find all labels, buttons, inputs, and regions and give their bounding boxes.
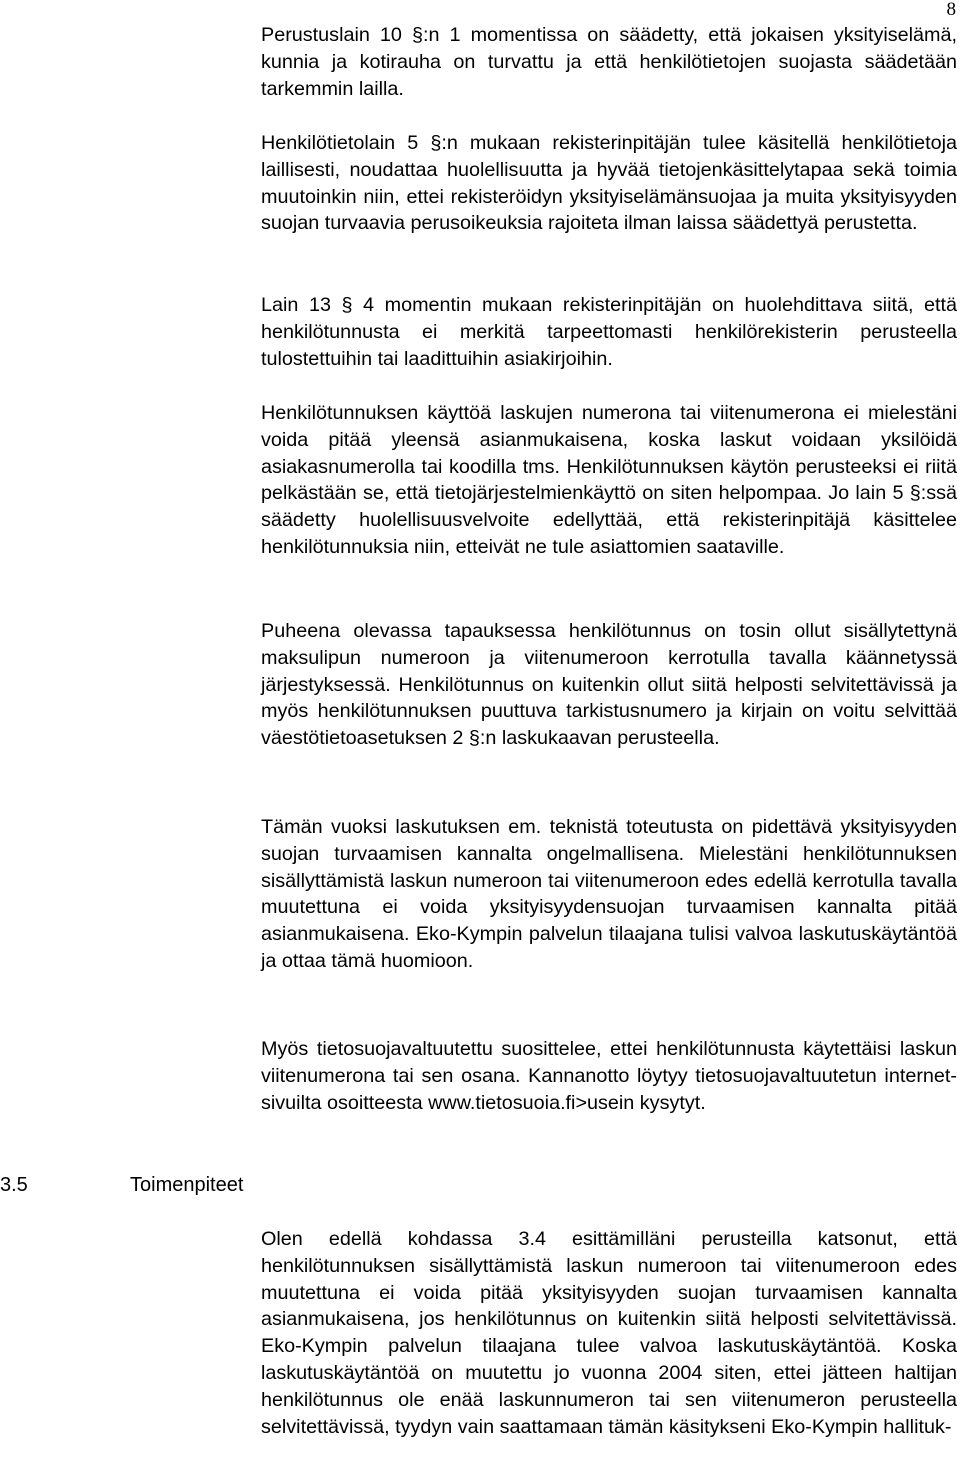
paragraph-constitution [261,22,957,102]
paragraph-text: Henkilötietolain 5 §:n mukaan rekisterinpitäjän tulee käsitellä henkilötietoja laillisesti, noudattaa huolellisuutta ja hyvää tietojenkäsittelytapaa sekä toimia muutoinkin niin, ettei rekisteröidyn yksityiselämänsuojaa ja muita yksityisyyden suojan turvaavia perusoikeuksia rajoiteta ilman laissa säädettyä perustetta. [261,132,957,235]
paragraph-id-number-use [261,400,957,561]
paragraph-text: Lain 13 § 4 momentin mukaan rekisterinpitäjän on huolehdittava siitä, että henkilötunnusta ei merkitä tarpeettomasti henkilörekisterin perusteella tulostettuihin tai laadittuihin asiakirjoihin. [261,294,957,370]
paragraph-text: Olen edellä kohdassa 3.4 esittämilläni perusteilla katsonut, että henkilötunnuksen sisällyttämistä laskun numeroon tai viitenumeroon edes muutettuna ei voida pitää yksityisyyden suojan turvaamisen kannalta asianmukaisena, jos henkilötunnus on kuitenkin siitä helposti selvitettävissä. Eko-Kympin palvelun tilaajana tulee valvoa laskutuskäytäntöä. Koska laskutuskäytäntöä on muutettu jo vuonna 2004 siten, ettei jätteen haltijan henkilötunnus ole enää laskunnumeron tai sen viitenumeron perusteella selvitettävissä, tyydyn vain saattamaan tämän käsitykseni Eko-Kympin hallituk- [261,1228,957,1438]
page-number: 8 [946,0,956,20]
paragraph-text: Perustuslain 10 §:n 1 momentissa on säädetty, että jokaisen yksityiselämä, kunnia ja kotirauha on turvattu ja että henkilötietojen suojasta säädetään tarkemmin lailla. [261,24,957,100]
paragraph-text: Myös tietosuojavaltuutettu suosittelee, ettei henkilötunnusta käytettäisi laskun viitenumerona tai sen osana. Kannanotto löytyy tietosuojavaltuutetun internet-sivuilta osoitteesta www.tietosuoia.fi>usein kysytyt. [261,1038,957,1114]
paragraph-conclusion [261,814,957,975]
paragraph-data-protection-ombudsman [261,1036,957,1116]
paragraph-text: Henkilötunnuksen käyttöä laskujen numerona tai viitenumerona ei mielestäni voida pitää yleensä asianmukaisena, koska laskut voidaan yksilöidä asiakasnumerolla tai koodilla tms. Henkilötunnuksen käytön perusteeksi ei riitä pelkästään se, että tietojärjestelmienkäyttö on siten helpompaa. Jo lain 5 §:ssä säädetty huolellisuusvelvoite edellyttää, että rekisterinpitäjä käsittelee henkilötunnuksia niin, etteivät ne tule asiattomien saataville. [261,402,957,558]
paragraph-text: Puheena olevassa tapauksessa henkilötunnus on tosin ollut sisällytettynä maksulipun numeroon ja viitenumeroon kerrotulla tavalla käännetyssä järjestyksessä. Henkilötunnus on kuitenkin ollut siitä helposti selvitettävissä ja myös henkilötunnuksen puuttuva tarkistusnumero ja kirjain on voitu selvittää väestötietoasetuksen 2 §:n laskukaavan perusteella. [261,620,957,750]
paragraph-text: Tämän vuoksi laskutuksen em. teknistä toteutusta on pidettävä yksityisyyden suojan turvaamisen kannalta ongelmallisena. Mielestäni henkilötunnuksen sisällyttämistä laskun numeroon tai viitenumeroon edes edellä kerrotulla tavalla muutettuna ei voida yksityisyydensuojan turvaamisen kannalta pitää asianmukaisena. Eko-Kympin palvelun tilaajana tulisi valvoa laskutuskäytäntöä ja ottaa tämä huomioon. [261,816,957,972]
section-number: 3.5 [0,1174,28,1196]
paragraph-personal-data-act [261,130,957,237]
section-title: Toimenpiteet [130,1174,244,1196]
paragraph-measures [261,1226,957,1440]
section-heading [0,1172,243,1198]
paragraph-case-description [261,618,957,752]
paragraph-section-13 [261,292,957,372]
